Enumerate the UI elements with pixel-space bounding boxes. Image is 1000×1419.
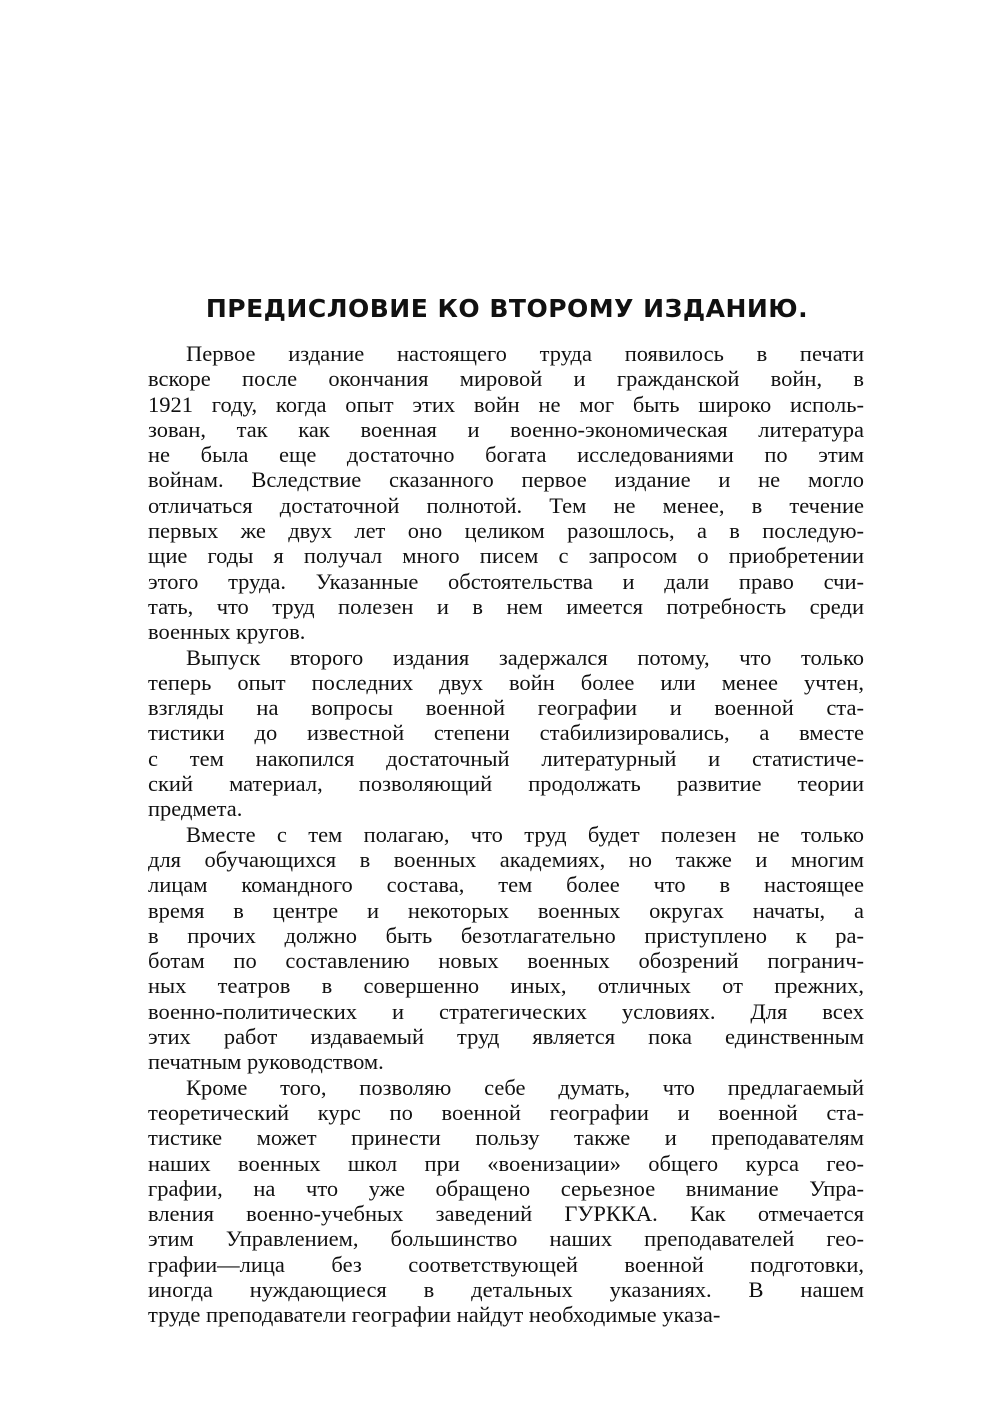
text-line: тать, что труд полезен и в нем имеется потребность среди	[148, 593, 864, 619]
text-line: этих работ издаваемый труд является пока единственным	[148, 1024, 864, 1050]
text-line: тистике может принести пользу также и преподавателям	[148, 1125, 864, 1151]
text-line: войнам. Вследствие сказанного первое издание и не могло	[148, 467, 864, 493]
page-title: ПРЕДИСЛОВИЕ КО ВТОРОМУ ИЗДАНИЮ.	[205, 294, 809, 323]
paragraph	[148, 822, 864, 1075]
paragraph	[148, 1075, 864, 1328]
body-text	[148, 341, 864, 1328]
text-line: наших военных школ при «военизации» общего курса гео-	[148, 1150, 864, 1176]
text-line: щие годы я получал много писем с запросом о приобретении	[148, 543, 864, 569]
text-line: труде преподаватели географии найдут необходимые указа-	[148, 1302, 721, 1328]
paragraph	[148, 645, 864, 822]
text-line: вления военно-учебных заведений ГУРККА. Как отмечается	[148, 1201, 864, 1227]
text-line: ский материал, позволяющий продолжать развитие теории	[148, 771, 864, 797]
text-line: военно-политических и стратегических условиях. Для всех	[148, 998, 864, 1024]
text-line: графии, на что уже обращено серьезное внимание Упра-	[148, 1175, 864, 1201]
text-line: этого труда. Указанные обстоятельства и дали право счи-	[148, 568, 864, 594]
text-line: теоретический курс по военной географии и военной ста-	[148, 1099, 864, 1125]
text-line: в прочих должно быть безотлагательно приступлено к ра-	[148, 922, 864, 948]
text-line: Кроме того, позволяю себе думать, что предлагаемый	[186, 1074, 864, 1100]
text-line: отличаться достаточной полнотой. Тем не менее, в течение	[148, 492, 864, 518]
text-line: Выпуск второго издания задержался потому, что только	[186, 644, 864, 670]
text-line: не была еще достаточно богата исследованиями по этим	[148, 442, 864, 468]
paragraph	[148, 341, 864, 645]
text-line: Первое издание настоящего труда появилось в печати	[186, 341, 864, 366]
text-line: графии—лица без соответствующей военной подготовки,	[148, 1251, 864, 1277]
text-line: печатным руководством.	[148, 1049, 384, 1075]
text-line: иногда нуждающиеся в детальных указаниях. В нашем	[148, 1276, 864, 1302]
text-line: ных театров в совершенно иных, отличных от прежних,	[148, 973, 864, 999]
text-line: с тем накопился достаточный литературный и статистиче-	[148, 745, 864, 771]
text-line: ботам по составлению новых военных обозрений погранич-	[148, 948, 864, 974]
text-line: 1921 году, когда опыт этих войн не мог быть широко исполь-	[148, 391, 864, 417]
text-line: предмета.	[148, 796, 243, 822]
text-line: теперь опыт последних двух войн более или менее учтен,	[148, 669, 864, 695]
text-line: для обучающихся в военных академиях, но также и многим	[148, 846, 864, 872]
text-line: зован, так как военная и военно-экономическая литература	[148, 416, 864, 442]
text-line: тистики до известной степени стабилизировались, а вместе	[148, 720, 864, 746]
text-line: военных кругов.	[148, 619, 306, 645]
text-line: взгляды на вопросы военной географии и военной ста-	[148, 695, 864, 721]
text-line: время в центре и некоторых военных округах начаты, а	[148, 897, 864, 923]
text-line: этим Управлением, большинство наших преподавателей гео-	[148, 1226, 864, 1252]
text-line: вскоре после окончания мировой и гражданской войн, в	[148, 366, 864, 392]
text-line: первых же двух лет оно целиком разошлось, а в последую-	[148, 518, 864, 544]
text-line: Вместе с тем полагаю, что труд будет полезен не только	[186, 821, 864, 847]
text-line: лицам командного состава, тем более что в настоящее	[148, 872, 864, 898]
